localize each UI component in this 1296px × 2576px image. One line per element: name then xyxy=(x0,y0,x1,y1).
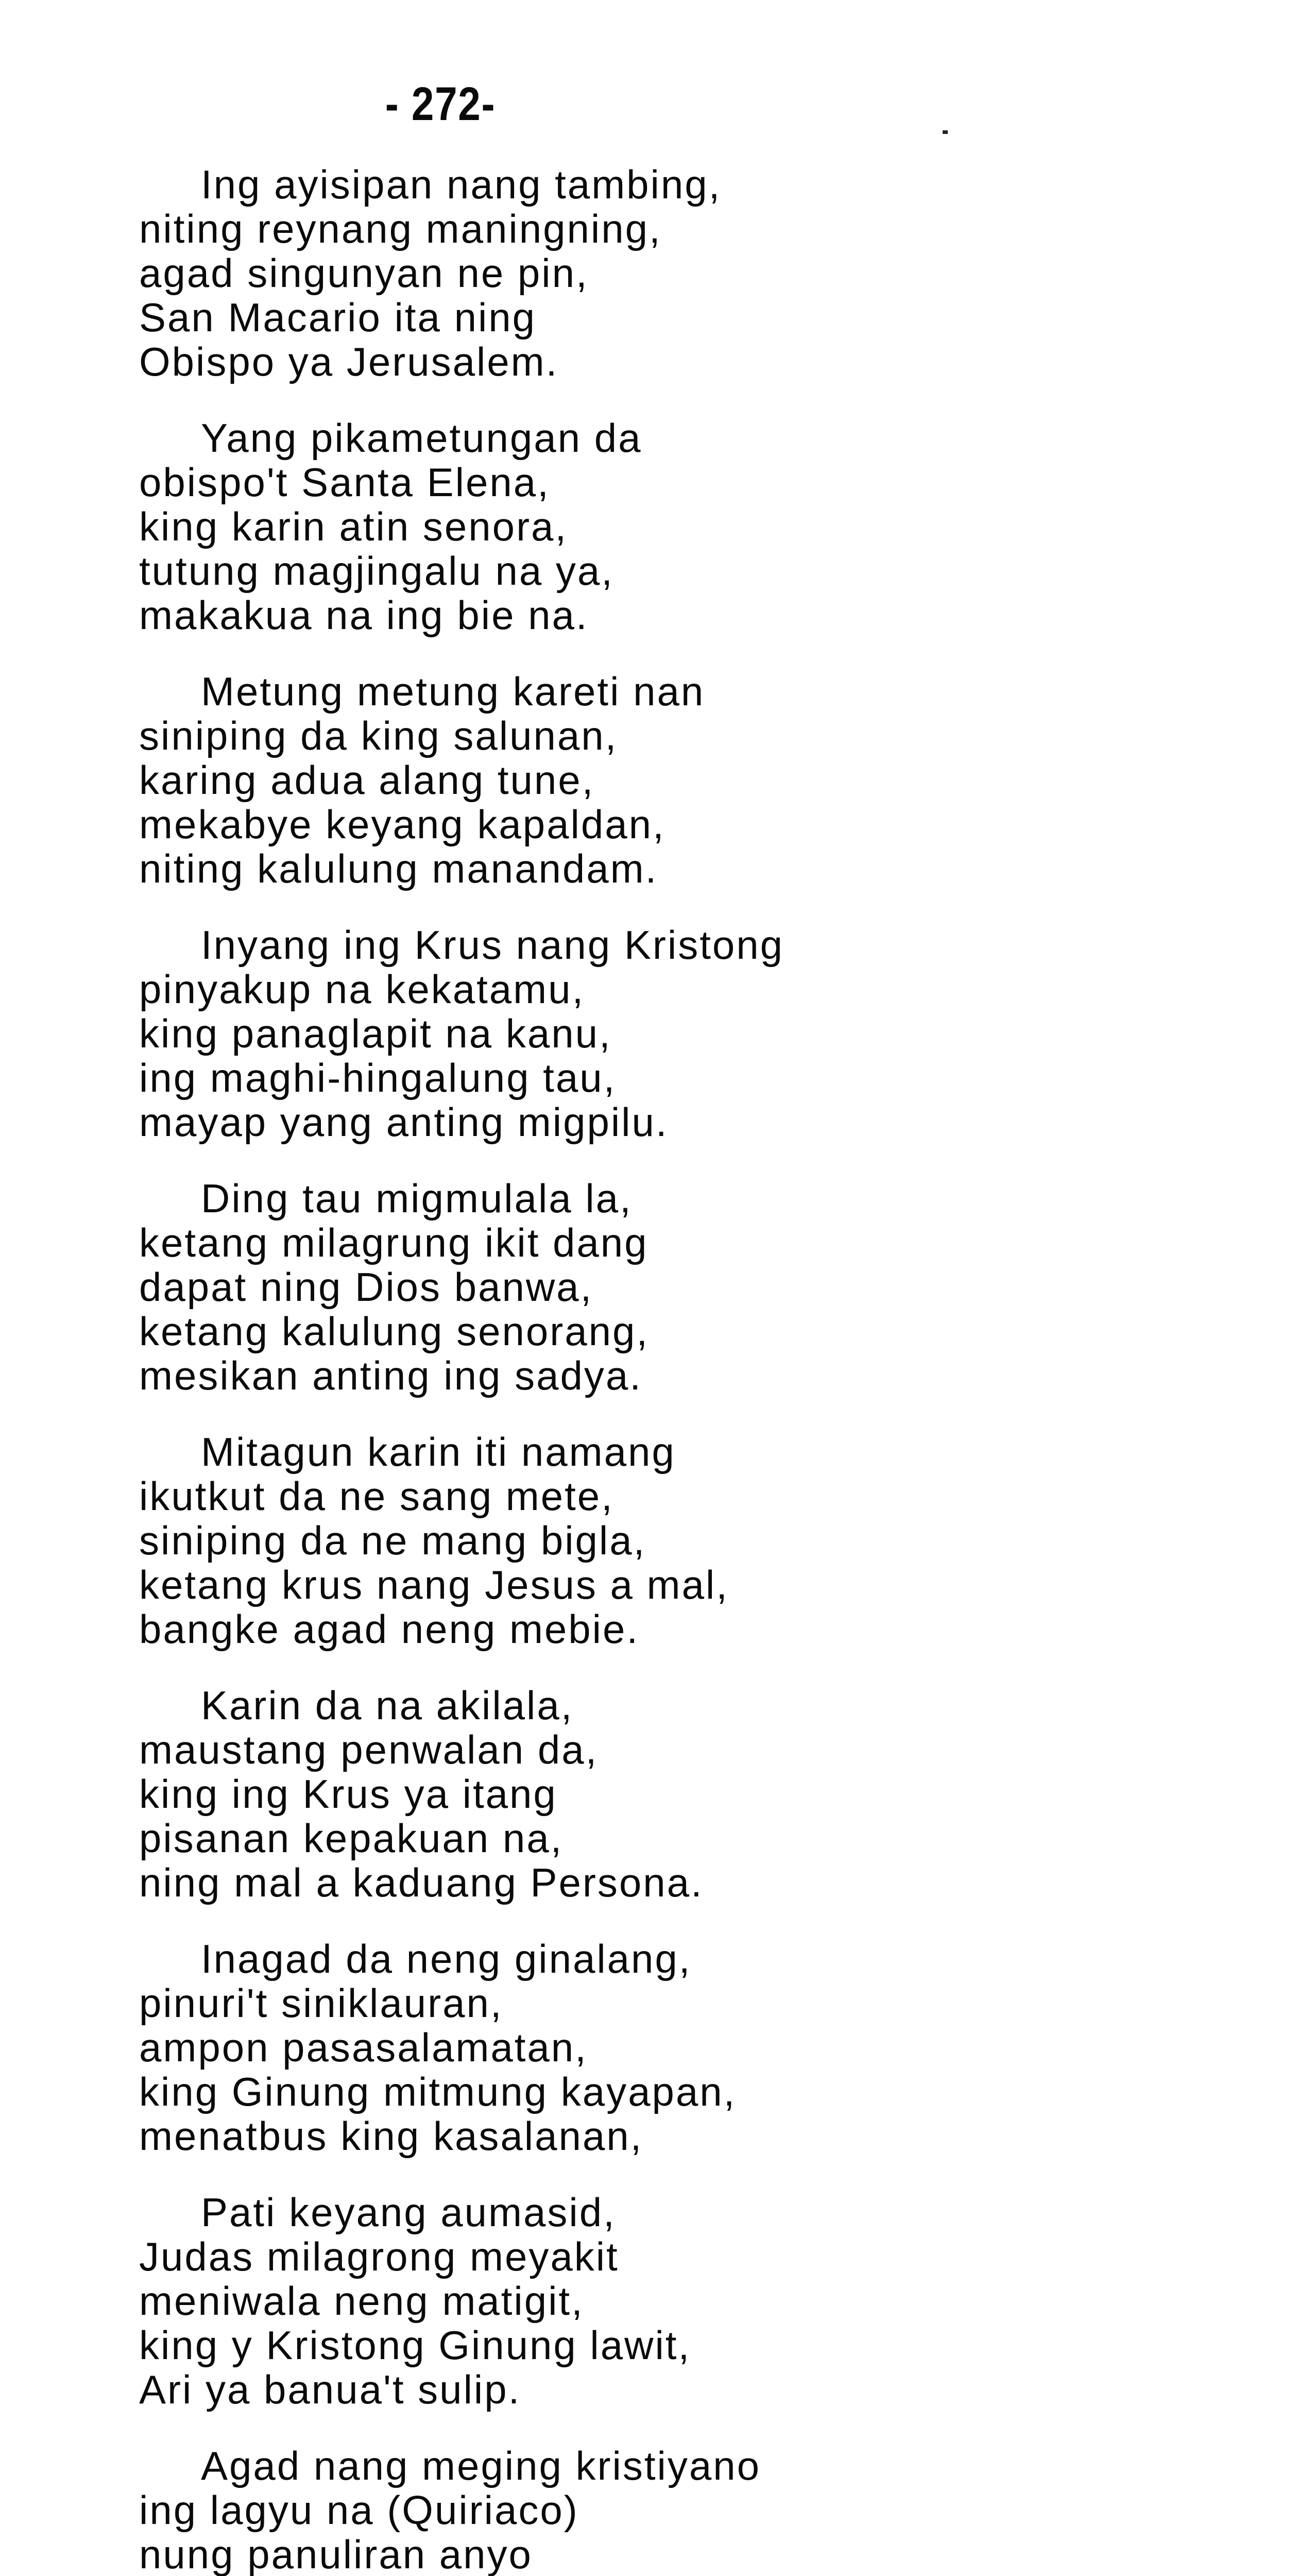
poem-line: obispo't Santa Elena, xyxy=(139,460,550,505)
stanza-1 xyxy=(139,162,1247,384)
stanza-5 xyxy=(139,1176,1247,1398)
poem-line: king panaglapit na kanu, xyxy=(139,1011,612,1056)
poem-line: bangke agad neng mebie. xyxy=(139,1606,640,1652)
poem-line: Judas milagrong meyakit xyxy=(139,2234,619,2279)
poem-line: makakua na ing bie na. xyxy=(139,592,589,638)
stanza-10 xyxy=(139,2444,1247,2576)
poem-line: nung panuliran anyo xyxy=(139,2532,533,2576)
poem-line: niting kalulung manandam. xyxy=(139,846,658,891)
poem-line: ampon pasasalamatan, xyxy=(139,2025,588,2070)
poem-line: karing adua alang tune, xyxy=(139,757,595,803)
poem-line: ketang krus nang Jesus a mal, xyxy=(139,1562,729,1607)
poem-line: maustang penwalan da, xyxy=(139,1727,599,1772)
poem-line: pinyakup na kekatamu, xyxy=(139,967,585,1012)
poem-line: king Ginung mitmung kayapan, xyxy=(139,2069,737,2114)
poem-line: Yang pikametungan da xyxy=(201,415,642,461)
poem-line: Metung metung kareti nan xyxy=(201,669,705,714)
print-speck xyxy=(943,130,948,134)
poem-line: mesikan anting ing sadya. xyxy=(139,1353,642,1398)
poem-line: pinuri't siniklauran, xyxy=(139,1980,503,2026)
poem-line: pisanan kepakuan na, xyxy=(139,1816,564,1861)
poem-line: agad singunyan ne pin, xyxy=(139,250,589,296)
poem-line: Ing ayisipan nang tambing, xyxy=(201,162,722,207)
stanza-9 xyxy=(139,2190,1247,2412)
stanza-3 xyxy=(139,669,1247,891)
poem-line: ing maghi-hingalung tau, xyxy=(139,1055,617,1100)
poem-line: Karin da na akilala, xyxy=(201,1683,574,1728)
poem-line: siniping da king salunan, xyxy=(139,713,618,758)
poem-body xyxy=(139,162,1247,2576)
poem-line: mayap yang anting migpilu. xyxy=(139,1099,669,1145)
stanza-4 xyxy=(139,923,1247,1144)
stanza-2 xyxy=(139,416,1247,637)
poem-line: meniwala neng matigit, xyxy=(139,2278,584,2324)
poem-line: Mitagun karin iti namang xyxy=(201,1429,676,1475)
stanza-7 xyxy=(139,1683,1247,1905)
poem-line: tutung magjingalu na ya, xyxy=(139,548,614,594)
poem-line: San Macario ita ning xyxy=(139,295,537,340)
poem-line: ing lagyu na (Quiriaco) xyxy=(139,2487,579,2533)
poem-line: ning mal a kaduang Persona. xyxy=(139,1860,704,1905)
poem-line: Pati keyang aumasid, xyxy=(201,2190,616,2235)
page-number: - 272- xyxy=(385,78,496,130)
stanza-8 xyxy=(139,1937,1247,2158)
poem-line: ketang milagrung ikit dang xyxy=(139,1220,649,1265)
poem-line: Obispo ya Jerusalem. xyxy=(139,339,559,384)
poem-line: king ing Krus ya itang xyxy=(139,1771,557,1817)
poem-line: niting reynang maningning, xyxy=(139,206,662,251)
poem-line: Ari ya banua't sulip. xyxy=(139,2367,521,2412)
poem-line: Inagad da neng ginalang, xyxy=(201,1936,692,1981)
poem-line: king y Kristong Ginung lawit, xyxy=(139,2323,691,2368)
poem-line: Agad nang meging kristiyano xyxy=(201,2443,761,2488)
poem-line: Inyang ing Krus nang Kristong xyxy=(201,922,785,968)
poem-line: ketang kalulung senorang, xyxy=(139,1309,650,1354)
poem-line: siniping da ne mang bigla, xyxy=(139,1518,646,1563)
poem-line: dapat ning Dios banwa, xyxy=(139,1264,593,1310)
stanza-6 xyxy=(139,1430,1247,1651)
poem-line: mekabye keyang kapaldan, xyxy=(139,802,666,847)
poem-line: ikutkut da ne sang mete, xyxy=(139,1473,614,1519)
poem-line: king karin atin senora, xyxy=(139,504,568,549)
poem-line: Ding tau migmulala la, xyxy=(201,1176,633,1221)
poem-line: menatbus king kasalanan, xyxy=(139,2113,643,2159)
